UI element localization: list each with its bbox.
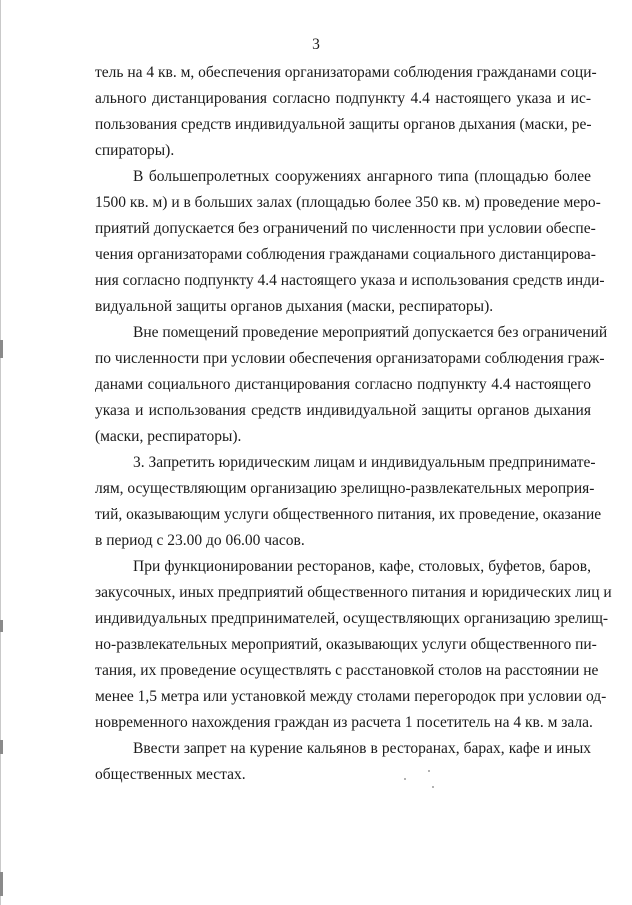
text-line: видуальной защиты органов дыхания (маски, респираторы). bbox=[95, 298, 494, 315]
scan-mark bbox=[0, 340, 3, 358]
text-line: чения организаторами соблюдения гражданами социального дистанцирова- bbox=[95, 246, 596, 263]
text-line: приятий допускается без ограничений по численности при условии обеспе- bbox=[95, 220, 596, 237]
text-line: тий, оказывающим услуги общественного питания, их проведение, оказание bbox=[95, 506, 602, 523]
text-line: по численности при условии обеспечения организаторами соблюдения граж- bbox=[95, 350, 605, 367]
text-line: индивидуальных предпринимателей, осуществляющих организацию зрелищ- bbox=[95, 610, 609, 627]
page-number: 3 bbox=[312, 36, 320, 53]
text-line: 1500 кв. м) и в больших залах (площадью более 350 кв. м) проведение меро- bbox=[95, 194, 601, 211]
text-line: В большепролетных сооружениях ангарного типа (площадью более bbox=[133, 168, 591, 185]
text-line: тания, их проведение осуществлять с расстановкой столов на расстоянии не bbox=[95, 662, 599, 679]
scan-edge bbox=[0, 0, 1, 905]
text-line: ального дистанцирования согласно подпункту 4.4 настоящего указа и ис- bbox=[95, 90, 591, 107]
text-line: (маски, респираторы). bbox=[95, 428, 242, 445]
text-line: спираторы). bbox=[95, 142, 175, 159]
text-line: данами социального дистанцирования согласно подпункту 4.4 настоящего bbox=[95, 376, 591, 393]
text-line: При функционировании ресторанов, кафе, столовых, буфетов, баров, bbox=[133, 558, 591, 575]
text-line: общественных местах. bbox=[95, 766, 246, 783]
text-line: Ввести запрет на курение кальянов в ресторанах, барах, кафе и иных bbox=[133, 740, 591, 757]
text-line: тель на 4 кв. м, обеспечения организаторами соблюдения гражданами соци- bbox=[95, 64, 597, 81]
text-line: закусочных, иных предприятий общественного питания и юридических лиц и bbox=[95, 584, 612, 601]
scan-mark bbox=[0, 620, 3, 632]
text-line: указа и использования средств индивидуальной защиты органов дыхания bbox=[95, 402, 591, 419]
text-line: Вне помещений проведение мероприятий допускается без ограничений bbox=[133, 324, 608, 341]
text-line: лям, осуществляющим организацию зрелищно-развлекательных мероприя- bbox=[95, 480, 595, 497]
text-line: ния согласно подпункту 4.4 настоящего указа и использования средств инди- bbox=[95, 272, 605, 289]
scan-mark bbox=[0, 740, 3, 754]
scan-speck bbox=[432, 786, 434, 788]
text-line: пользования средств индивидуальной защиты органов дыхания (маски, ре- bbox=[95, 116, 592, 133]
text-line: менее 1,5 метра или установкой между столами перегородок при условии од- bbox=[95, 688, 607, 705]
text-line: в период с 23.00 до 06.00 часов. bbox=[95, 532, 305, 549]
text-line: 3. Запретить юридическим лицам и индивидуальным предпринимате- bbox=[133, 454, 596, 471]
scan-mark bbox=[0, 872, 3, 896]
text-line: новременного нахождения граждан из расчета 1 посетитель на 4 кв. м зала. bbox=[95, 714, 593, 731]
text-line: но-развлекательных мероприятий, оказывающих услуги общественного пи- bbox=[95, 636, 597, 653]
